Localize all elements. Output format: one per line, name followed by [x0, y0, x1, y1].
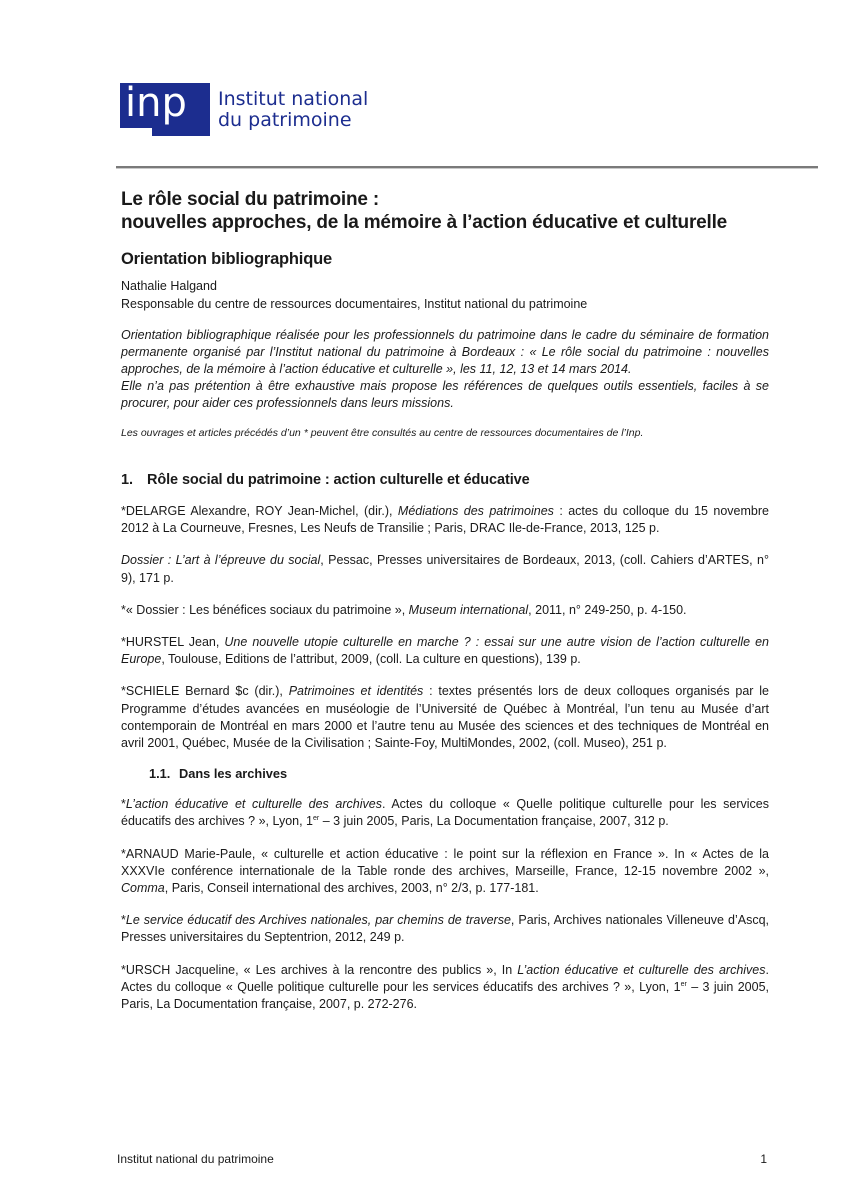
reference-entry: *DELARGE Alexandre, ROY Jean-Michel, (dir.), Médiations des patrimoines : actes du colloque du 15 novembre 2012 à La Courneuve, Fresnes, Les Neufs de Transilie ; Paris, DRAC Ile-de-France, 2013, 125 p. — [121, 504, 769, 536]
author-name: Nathalie Halgand — [121, 279, 217, 293]
title-line-1: Le rôle social du patrimoine : — [121, 189, 379, 210]
subsection-title: Dans les archives — [179, 766, 288, 782]
intro-paragraph-2: Elle n’a pas prétention à être exhaustive mais propose les références de quelques outils essentiels, faciles à se procurer, pour aider ces professionnels dans leurs missions. — [121, 379, 769, 410]
logo-line-1: Institut national — [218, 88, 369, 110]
logo-line-2: du patrimoine — [218, 109, 352, 131]
section-heading-1 — [121, 472, 769, 488]
author-block — [121, 277, 769, 313]
header-divider — [116, 166, 818, 169]
section-title: Rôle social du patrimoine : action culturelle et éducative — [147, 472, 530, 488]
document-subtitle: Orientation bibliographique — [121, 250, 332, 268]
document-title — [121, 188, 769, 234]
reference-entry: *SCHIELE Bernard $c (dir.), Patrimoines et identités : textes présentés lors de deux colloques organisés par le Programme d’études avancées en muséologie de l’Université de Québec à Montréal, l’un tenu au Musée d’art contemporain de Montréal en mars 2000 et l’autre tenu au Musée des sciences et des techniques de Montréal en avril 2001, Québec, Musée de la Civilisation ; Sainte-Foy, MultiMondes, 2002, (coll. Museo), 251 p. — [121, 684, 769, 751]
page-footer — [117, 1152, 767, 1166]
logo-notch — [152, 128, 210, 136]
title-line-2: nouvelles approches, de la mémoire à l’action éducative et culturelle — [121, 212, 728, 233]
reference-entry: *HURSTEL Jean, Une nouvelle utopie culturelle en marche ? : essai sur une autre vision de l’action culturelle en Europe, Toulouse, Editions de l’attribut, 2009, (coll. La culture en questions), 139 p. — [121, 635, 769, 667]
reference-entry: *« Dossier : Les bénéfices sociaux du patrimoine », Museum international, 2011, n° 249-250, p. 4-150. — [121, 602, 687, 617]
page-number: 1 — [760, 1152, 767, 1166]
document-body — [121, 188, 769, 1013]
section-heading-1-1 — [121, 766, 769, 781]
section-1-1-references — [121, 796, 769, 1013]
logo-mark: inp — [125, 80, 187, 126]
availability-note: Les ouvrages et articles précédés d’un * peuvent être consultés au centre de ressources documentaires de l’Inp. — [121, 427, 644, 439]
section-number: 1. — [121, 472, 133, 488]
intro-text — [121, 327, 769, 412]
logo-text — [218, 89, 368, 131]
reference-entry: *L’action éducative et culturelle des archives. Actes du colloque « Quelle politique culturelle pour les services éducatifs des archives ? », Lyon, 1er – 3 juin 2005, Paris, La Documentation française, 2007, 312 p. — [121, 797, 770, 829]
subsection-number: 1.1. — [149, 766, 171, 782]
reference-entry: *ARNAUD Marie-Paule, « culturelle et action éducative : le point sur la réflexion en France ». In « Actes de la XXXVIe conférence internationale de la Table ronde des archives, Marseille, France, 12-15 novembre 2002 », Comma, Paris, Conseil international des archives, 2003, n° 2/3, p. 177-181. — [121, 846, 769, 896]
reference-entry: Dossier : L’art à l’épreuve du social, Pessac, Presses universitaires de Bordeaux, 2013, (coll. Cahiers d’ARTES, n° 9), 171 p. — [121, 553, 769, 585]
intro-paragraph-1: Orientation bibliographique réalisée pour les professionnels du patrimoine dans le cadre du séminaire de formation permanente organisé par l’Institut national du patrimoine à Bordeaux : « Le rôle social du patrimoine : nouvelles approches, de la mémoire à l’action éducative et culturelle », les 11, 12, 13 et 14 mars 2014. — [121, 328, 769, 376]
reference-entry: *Le service éducatif des Archives nationales, par chemins de traverse, Paris, Archives nationales Villeneuve d’Ascq, Presses universitaires du Septentrion, 2012, 249 p. — [121, 913, 769, 945]
footer-institution: Institut national du patrimoine — [117, 1152, 274, 1166]
author-role: Responsable du centre de ressources documentaires, Institut national du patrimoine — [121, 297, 588, 311]
reference-entry: *URSCH Jacqueline, « Les archives à la rencontre des publics », In L’action éducative et culturelle des archives. Actes du colloque « Quelle politique culturelle pour les services éducatifs des archives ? », Lyon, 1er – 3 juin 2005, Paris, La Documentation française, 2007, p. 272-276. — [121, 962, 769, 1012]
section-1-references — [121, 503, 769, 752]
